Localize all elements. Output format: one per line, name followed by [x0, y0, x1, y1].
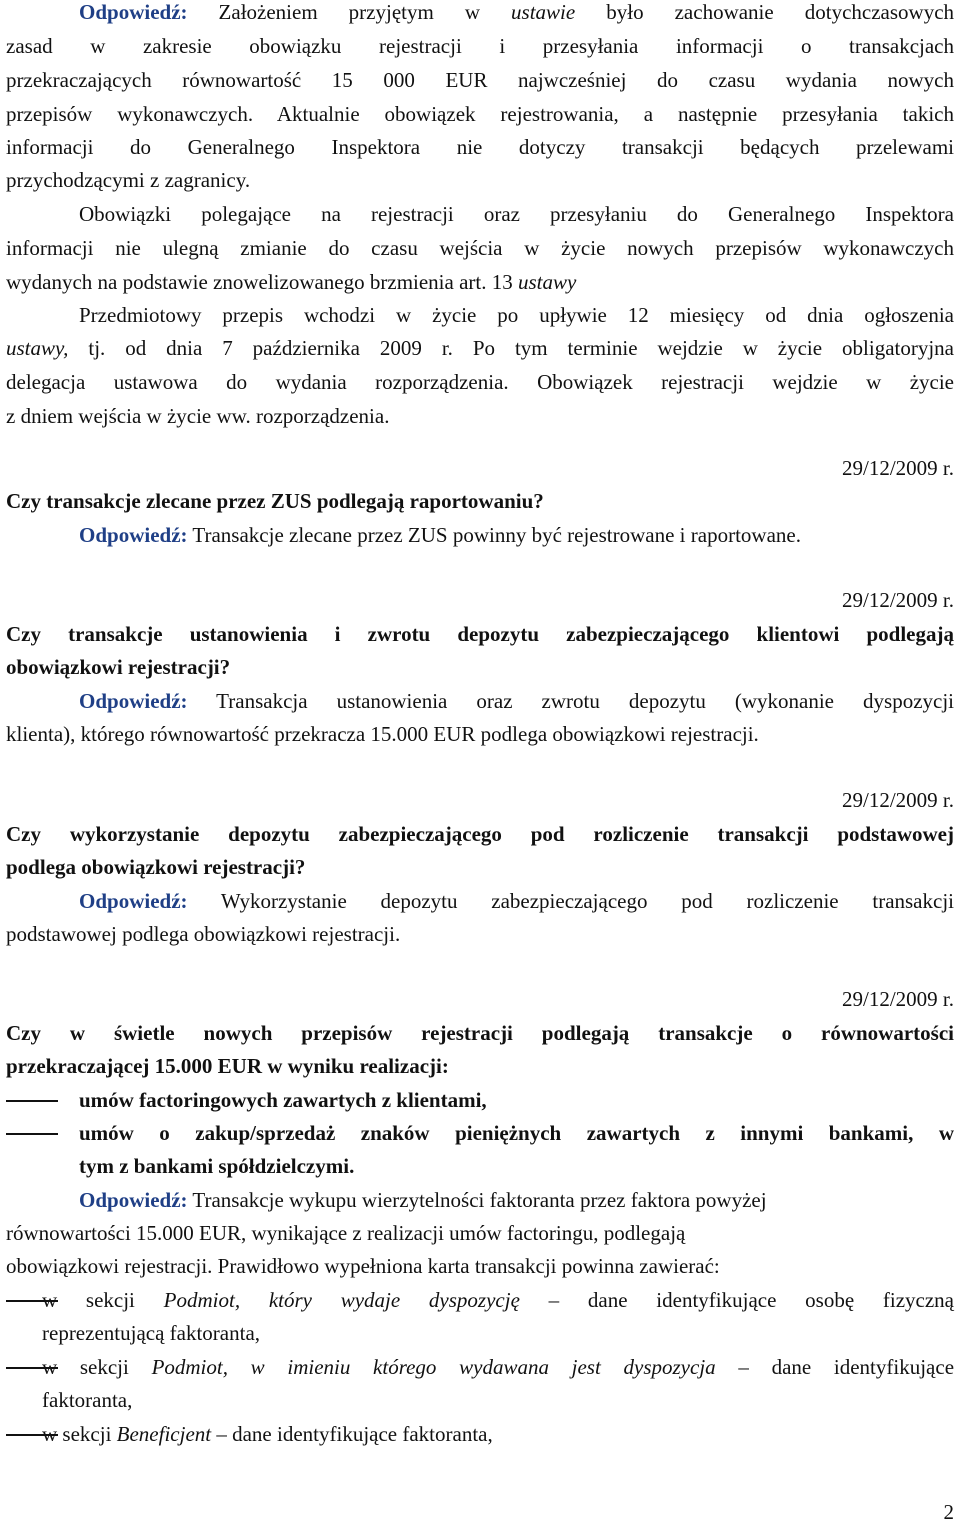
- text-line: [6, 270, 954, 294]
- text-line: informacji do Generalnego Inspektora nie dotyczy transakcji będących przelewami: [6, 135, 954, 159]
- text-line: przekraczających równowartość 15 000 EUR najwcześniej do czasu wydania nowych: [6, 68, 954, 92]
- text-span: dane identyfikujące osobę fizyczną: [587, 1288, 955, 1312]
- question: przekraczającej 15.000 EUR w wyniku realizacji:: [6, 1054, 449, 1078]
- question: Czy w świetle nowych przepisów rejestracji podlegają transakcje o równowartości: [6, 1021, 954, 1045]
- page-number: 2: [943, 1500, 954, 1524]
- text-line: [6, 0, 954, 24]
- answer: podstawowej podlega obowiązkowi rejestracji.: [6, 922, 401, 946]
- italic-term: ustawie: [511, 0, 576, 24]
- list-item-text: umów factoringowych zawartych z klientami,: [79, 1088, 487, 1112]
- italic-term: ustawy: [518, 270, 577, 294]
- answer-label: Odpowiedź:: [79, 1188, 188, 1212]
- entry-date: 29/12/2009 r.: [841, 456, 954, 480]
- text-span: było zachowanie dotychczasowych: [606, 0, 955, 24]
- answer-label: Odpowiedź:: [79, 0, 188, 24]
- answer-label: Odpowiedź:: [79, 889, 188, 913]
- text-span: w sekcji: [42, 1422, 112, 1446]
- answer: [6, 523, 954, 547]
- text-span: wydanych na podstawie znowelizowanego brzmienia art. 13: [6, 270, 513, 294]
- text-span: w sekcji: [42, 1288, 135, 1312]
- list-item-text: w sekcji Podmiot, który wydaje dyspozycję – dane identyfikujące osobę fizyczną: [42, 1288, 955, 1312]
- list-item-text: reprezentującą faktoranta,: [42, 1321, 261, 1345]
- text-line: przychodzącymi z zagranicy.: [6, 168, 251, 192]
- text-line: Obowiązki polegające na rejestracji oraz przesyłaniu do Generalnego Inspektora: [79, 202, 954, 226]
- answer-label: Odpowiedź:: [79, 523, 188, 547]
- question: obowiązkowi rejestracji?: [6, 655, 231, 679]
- answer: klienta), którego równowartość przekracza 15.000 EUR podlega obowiązkowi rejestracji.: [6, 722, 759, 746]
- text-span: Założeniem przyjętym w: [218, 0, 481, 24]
- section-name: Podmiot, który wydaje dyspozycję: [163, 1288, 520, 1312]
- text-line: przepisów wykonawczych. Aktualnie obowiązek rejestrowania, a następnie przesyłania takich: [6, 102, 954, 126]
- list-item-text: umów o zakup/sprzedaż znaków pieniężnych zawartych z innymi bankami, w: [79, 1121, 954, 1145]
- answer: [6, 889, 954, 913]
- text-span: tj. od dnia 7 października 2009 r. Po tym terminie wejdzie w życie obligatoryjna: [88, 336, 954, 360]
- text-span: dane identyfikujące: [771, 1355, 955, 1379]
- question: Czy wykorzystanie depozytu zabezpieczającego pod rozliczenie transakcji podstawowej: [6, 822, 954, 846]
- list-item-text: w sekcji Beneficjent – dane identyfikujące faktoranta,: [42, 1422, 493, 1446]
- question: Czy transakcje zlecane przez ZUS podlegają raportowaniu?: [6, 489, 544, 513]
- entry-date: 29/12/2009 r.: [841, 788, 954, 812]
- answer: równowartości 15.000 EUR, wynikające z realizacji umów factoringu, podlegają: [6, 1221, 686, 1245]
- text-span: dane identyfikujące faktoranta,: [232, 1422, 493, 1446]
- question: Czy transakcje ustanowienia i zwrotu depozytu zabezpieczającego klientowi podlegają: [6, 622, 954, 646]
- text-line: zasad w zakresie obowiązku rejestracji i przesyłania informacji o transakcjach: [6, 34, 954, 58]
- answer: [6, 1188, 954, 1212]
- list-item-text: faktoranta,: [42, 1388, 133, 1412]
- dash-bullet-icon: [6, 1133, 58, 1135]
- section-name: Beneficjent: [116, 1422, 212, 1446]
- answer-label: Odpowiedź:: [79, 689, 188, 713]
- entry-date: 29/12/2009 r.: [841, 588, 954, 612]
- question: podlega obowiązkowi rejestracji?: [6, 855, 306, 879]
- text-span: w sekcji: [42, 1355, 129, 1379]
- italic-term: ustawy,: [6, 336, 69, 360]
- answer-text: Transakcja ustanowienia oraz zwrotu depozytu (wykonanie dyspozycji: [216, 689, 955, 713]
- section-name: Podmiot, w imieniu którego wydawana jest dyspozycja: [151, 1355, 716, 1379]
- answer: [6, 689, 954, 713]
- list-item-text: tym z bankami spółdzielczymi.: [79, 1154, 355, 1178]
- text-line: informacji nie ulegną zmianie do czasu wejścia w życie nowych przepisów wykonawczych: [6, 236, 954, 260]
- text-line: Przedmiotowy przepis wchodzi w życie po upływie 12 miesięcy od dnia ogłoszenia: [79, 303, 954, 327]
- answer: obowiązkowi rejestracji. Prawidłowo wypełniona karta transakcji powinna zawierać:: [6, 1254, 720, 1278]
- answer-text: Transakcje zlecane przez ZUS powinny być rejestrowane i raportowane.: [192, 523, 801, 547]
- text-line: delegacja ustawowa do wydania rozporządzenia. Obowiązek rejestracji wejdzie w życie: [6, 370, 954, 394]
- answer-text: Transakcje wykupu wierzytelności faktoranta przez faktora powyżej: [192, 1188, 767, 1212]
- dash-bullet-icon: [6, 1100, 58, 1102]
- text-line: [6, 336, 954, 360]
- entry-date: 29/12/2009 r.: [841, 987, 954, 1011]
- answer-text: Wykorzystanie depozytu zabezpieczającego pod rozliczenie transakcji: [220, 889, 954, 913]
- text-line: z dniem wejścia w życie ww. rozporządzenia.: [6, 404, 390, 428]
- list-item-text: w sekcji Podmiot, w imieniu którego wydawana jest dyspozycja – dane identyfikujące: [42, 1355, 955, 1379]
